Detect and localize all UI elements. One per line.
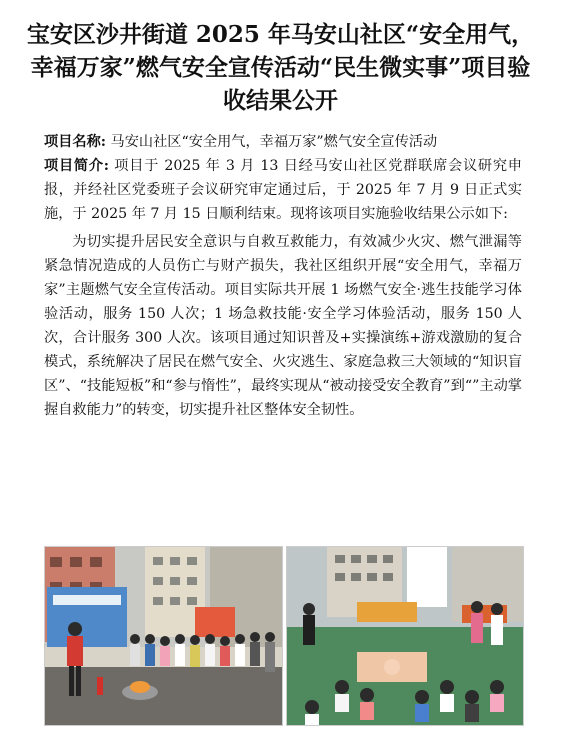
project-description-paragraph: 为切实提升居民安全意识与自救互救能力，有效减少火灾、燃气泄漏等紧急情况造成的人员伤亡与财产损失，我社区组织开展“安全用气，幸福万家”主题燃气安全宣传活动。项目实际共开展 1 场燃气安全·逃生技能学习体验活动，服务 150 人次；1 场急救技能·安全学习体验活动，服务 150 人次，合计服务 300 人次。该项目通过知识普及+实操演练+游戏激励的复合模式，系统解决了居民在燃气安全、火灾逃生、家庭急救三大领域的“知识盲区”、“技能短板”和“参与惰性”，最终实现从“被动接受安全教育”到“”主动掌握自救能力”的转变，切实提升社区整体安全韧性。: [44, 234, 522, 418]
project-name-label: 项目名称:: [44, 134, 106, 150]
project-name-value: 马安山社区“安全用气，幸福万家”燃气安全宣传活动: [110, 134, 438, 150]
first-aid-photo-illustration: [287, 547, 523, 725]
photo-fire-drill-icon: [44, 546, 283, 726]
photo-first-aid-training-icon: [286, 546, 524, 726]
project-intro-value: 项目于 2025 年 3 月 13 日经马安山社区党群联席会议研究申报，并经社区党委班子会议研究审定通过后，于 2025 年 7 月 9 日正式实施，于 2025 年 7 月 15 日顺利结束。现将该项目实施验收结果公示如下:: [44, 158, 522, 222]
project-intro-line: [44, 154, 522, 226]
project-name-line: [44, 130, 522, 154]
document-body: [44, 130, 522, 422]
fire-drill-photo-illustration: [45, 547, 282, 725]
page-title: 宝安区沙井街道 2025 年马安山社区“安全用气，幸福万家”燃气安全宣传活动“民生微实事”项目验收结果公开: [26, 21, 535, 114]
project-intro-label: 项目简介:: [44, 158, 109, 174]
